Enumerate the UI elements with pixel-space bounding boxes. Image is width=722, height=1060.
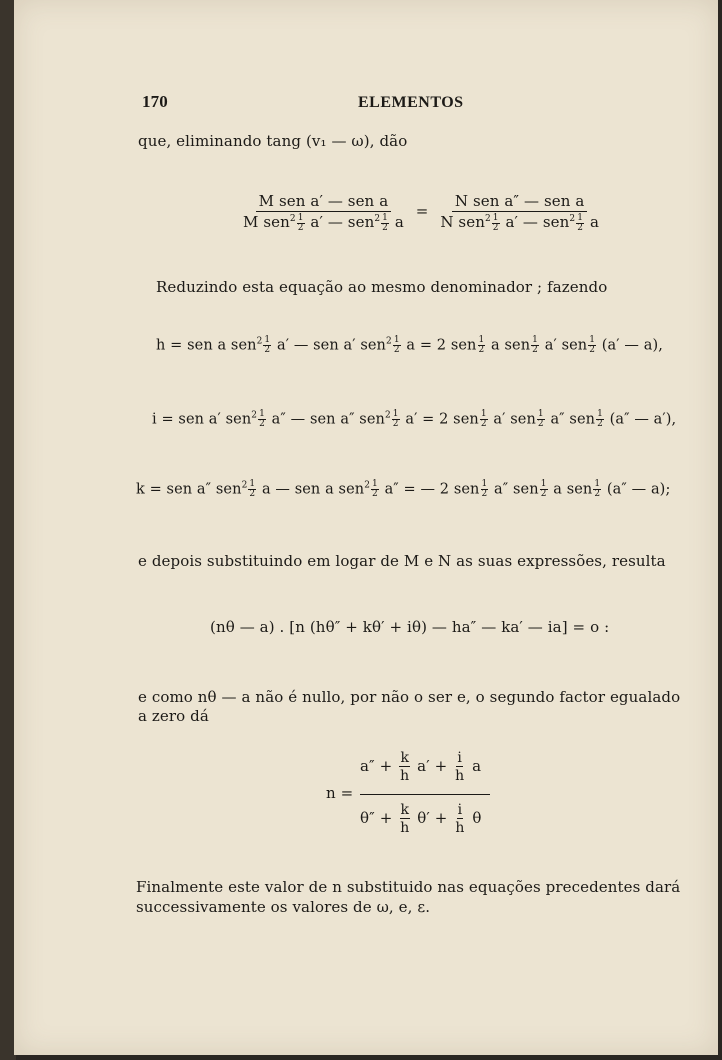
- eq1-lhs: M sen a′ — sen a M sen$^2$ $\frac{1}{2}$ a′ — sen$^2$ $\frac{1}{2}$ a: [243, 192, 404, 233]
- equation-n-denominator: θ″ + $\frac{k}{h}$ θ′ + $\frac{i}{h}$ θ: [360, 802, 482, 836]
- page-number: 170: [142, 92, 168, 111]
- equation-n-lhs: n =: [326, 784, 354, 802]
- equation-n-fraction-bar: [360, 794, 490, 795]
- equation-n-numerator: a″ + $\frac{k}{h}$ a′ + $\frac{i}{h}$ a: [360, 750, 482, 784]
- equation-k: k = sen a″ sen$^2$ $\frac{1}{2}$ a — sen a sen$^2$ $\frac{1}{2}$ a″ = — 2 sen $\frac{1}{2}$ a″ sen $\frac{1}{2}$ a sen $\frac{1}{2}$ (a″ — a);: [136, 479, 671, 499]
- paragraph-como-line-2: a zero dá: [138, 707, 209, 725]
- eq1-rhs: N sen a″ — sen a N sen$^2$ $\frac{1}{2}$ a′ — sen$^2$ $\frac{1}{2}$ a: [440, 192, 599, 233]
- paragraph-reduzindo: Reduzindo esta equação ao mesmo denominador ; fazendo: [156, 278, 608, 296]
- text-line-intro: que, eliminando tang (v₁ — ω), dão: [138, 132, 408, 150]
- equation-main: (nθ — a) . [n (hθ″ + kθ′ + iθ) — ha″ — ka′ — ia] = o :: [210, 618, 610, 636]
- paragraph-depois: e depois substituindo em logar de M e N as suas expressões, resulta: [138, 552, 666, 570]
- equation-i: i = sen a′ sen$^2$ $\frac{1}{2}$ a″ — sen a″ sen$^2$ $\frac{1}{2}$ a′ = 2 sen $\frac{1}{2}$ a′ sen $\frac{1}{2}$ a″ sen $\frac{1}{2}$ (a″ — a′),: [152, 409, 677, 429]
- paragraph-finalmente-line-2: successivamente os valores de ω, e, ε.: [136, 898, 431, 916]
- equation-h: h = sen a sen$^2$ $\frac{1}{2}$ a′ — sen a′ sen$^2$ $\frac{1}{2}$ a = 2 sen $\frac{1}{2}$ a sen $\frac{1}{2}$ a′ sen $\frac{1}{2}$ (a′ — a),: [156, 335, 663, 355]
- equation-1: M sen a′ — sen a M sen$^2$ $\frac{1}{2}$ a′ — sen$^2$ $\frac{1}{2}$ a = N sen a″ — sen a N sen$^2$ $\frac{1}{2}$ a′ — sen$^2$ $\frac{1}{2}$ a: [240, 192, 602, 233]
- paragraph-finalmente-line-1: Finalmente este valor de n substituido nas equações precedentes dará: [136, 878, 681, 896]
- book-page: [14, 0, 718, 1055]
- running-title: ELEMENTOS: [358, 94, 464, 111]
- paragraph-como-line-1: e como nθ — a não é nullo, por não o ser e, o segundo factor egualado: [138, 688, 681, 706]
